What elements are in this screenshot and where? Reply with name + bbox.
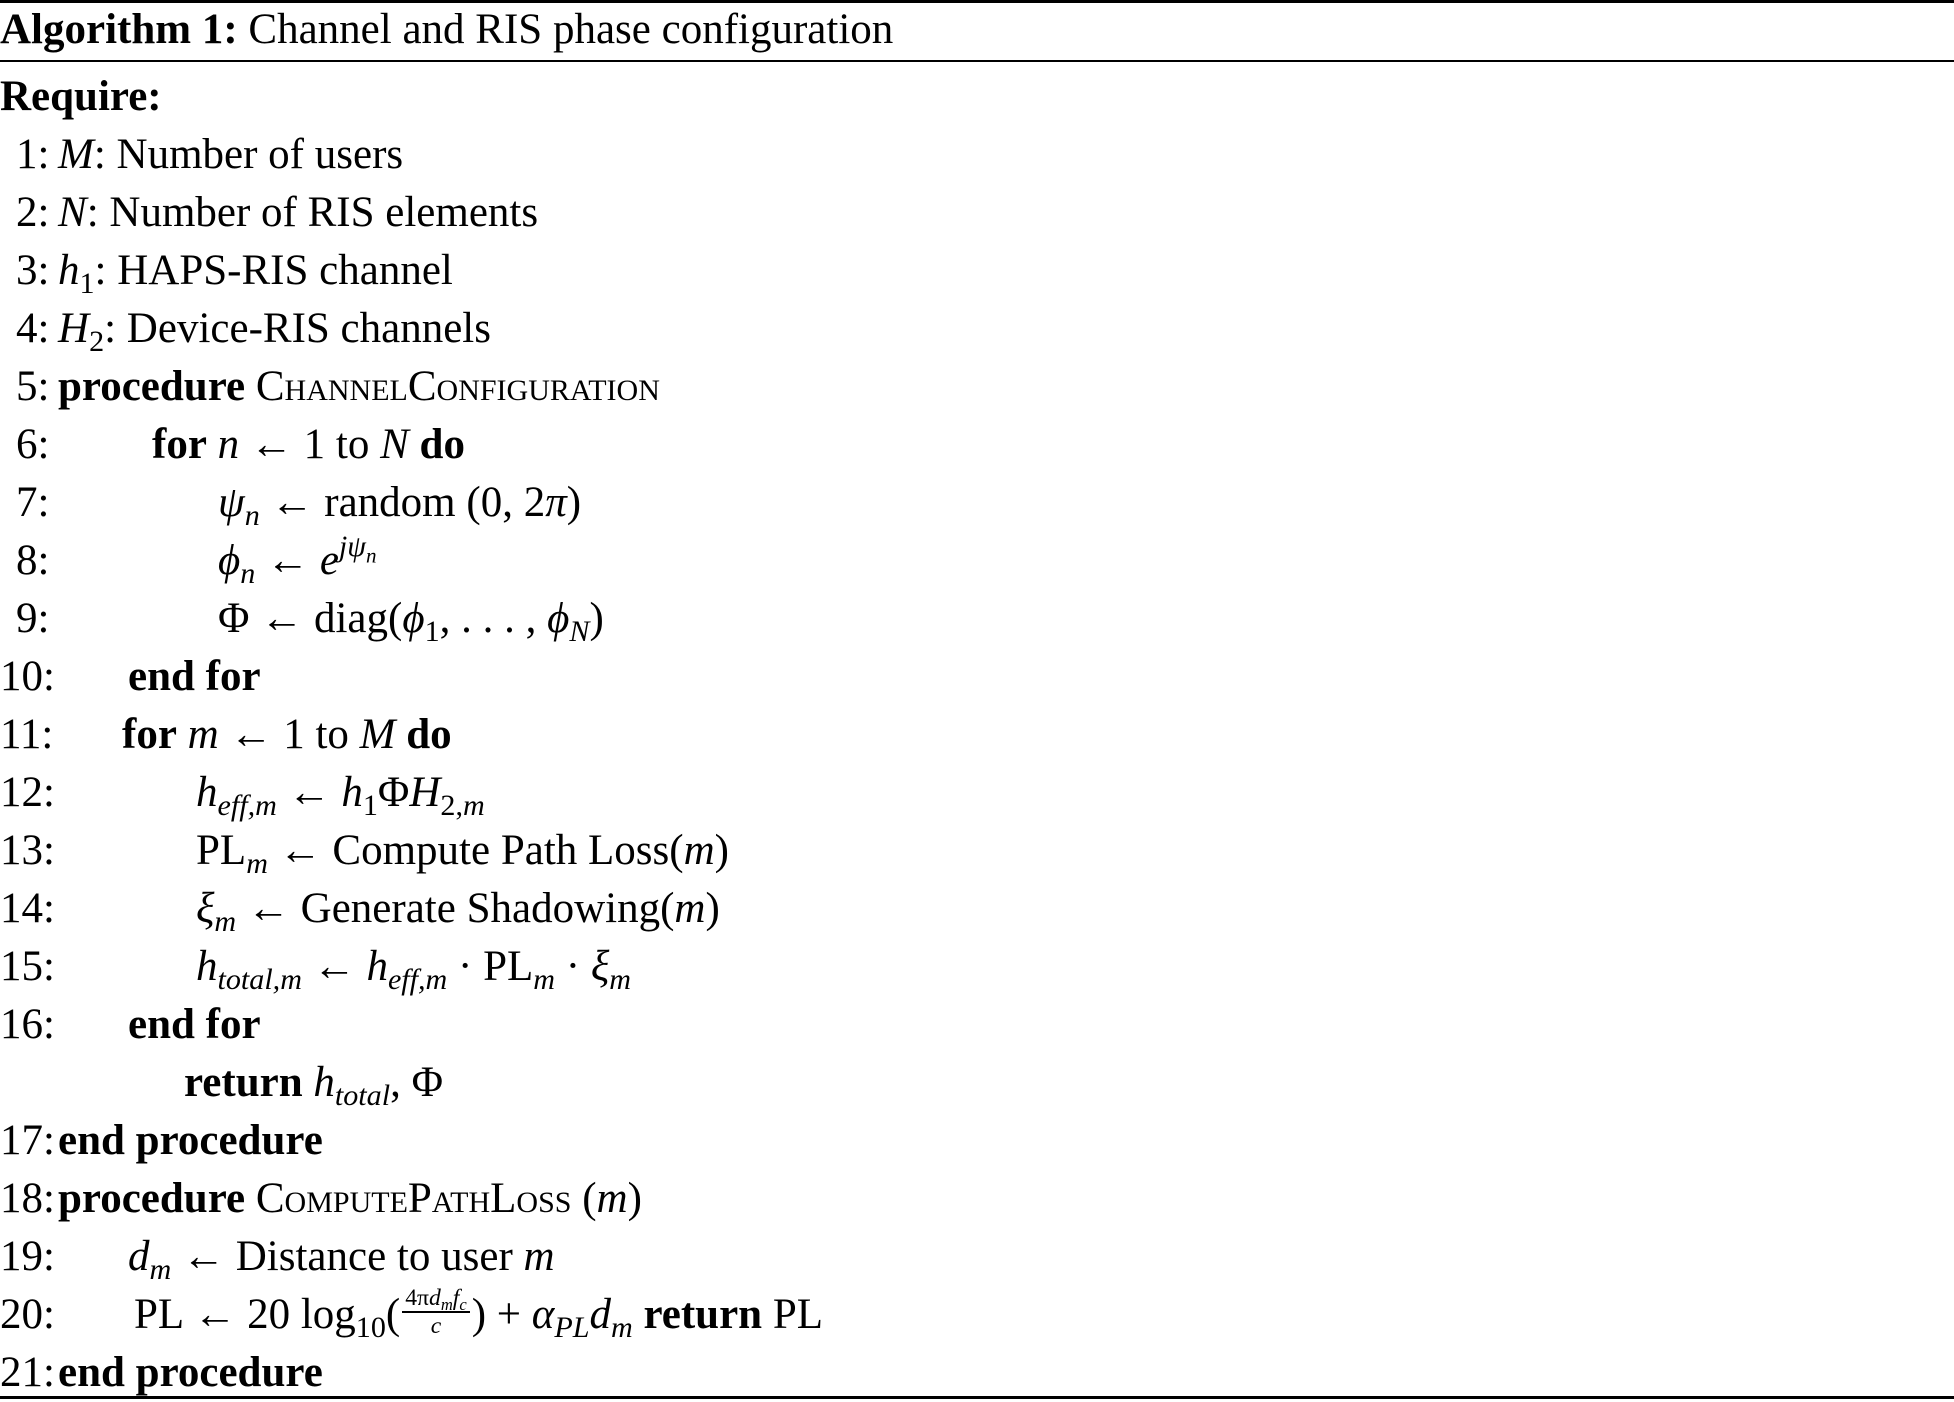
line-number: 4: <box>16 305 50 352</box>
line-content: $h_{total,m}$ ← $h_{eff,m} \cdot PL_m \cdot \xi_m$ <box>196 943 631 997</box>
line-number: 16: <box>0 1001 55 1048</box>
line-number: 13: <box>0 827 55 874</box>
line-number: 2: <box>16 189 50 236</box>
caption-rule <box>0 60 1954 62</box>
line-content: $h_{eff,m}$ ← $h_1\Phi H_{2,m}$ <box>196 769 485 823</box>
line-content: $\xi_m$ ← Generate Shadowing(m) <box>196 885 720 939</box>
line-content: procedure ComputePathLoss (m) <box>58 1175 642 1222</box>
line-content: $\phi_n$ ← $e^{j\psi_n}$ <box>218 528 377 591</box>
line-content: $\psi_n$ ← random (0, 2π) <box>218 479 582 533</box>
line-content: procedure ChannelConfiguration <box>58 363 660 410</box>
algorithm-label: Algorithm 1: <box>0 6 238 53</box>
line-number: 9: <box>16 595 50 642</box>
line-number: 21: <box>0 1349 55 1396</box>
line-content: PL ← 20 $\log_{10}$( $\frac{4\pi d_mf_c}{c}$ ) + $\alpha_{PL}d_m$ return PL <box>134 1285 824 1345</box>
procedure-name: ComputePathLoss <box>255 1175 572 1222</box>
algorithm-title: Channel and RIS phase configuration <box>248 6 894 53</box>
line-number: 12: <box>0 769 55 816</box>
line-number: 10: <box>0 653 55 700</box>
require-label: Require: <box>0 73 162 120</box>
line-content: N: Number of RIS elements <box>58 189 539 236</box>
line-content: $h_1$: HAPS-RIS channel <box>58 247 453 301</box>
line-number: 18: <box>0 1175 55 1222</box>
line-content: end procedure <box>58 1117 323 1164</box>
top-rule <box>0 0 1954 3</box>
algorithm-caption <box>0 4 893 56</box>
bottom-rule <box>0 1396 1954 1399</box>
line-number: 15: <box>0 943 55 990</box>
line-content: end for <box>128 653 261 700</box>
fraction: $\frac{4\pi d_mf_c}{c}$ <box>402 1285 469 1339</box>
line-number: 3: <box>16 247 50 294</box>
line-content: Φ ← $diag(\phi_1$, . . . , $\phi_N$) <box>218 595 604 649</box>
line-content: end for <box>128 1001 261 1048</box>
line-number: 11: <box>0 711 54 758</box>
line-content: return $h_{total}$, Φ <box>184 1059 444 1113</box>
line-number: 8: <box>16 537 50 584</box>
line-content: $PL_m$ ← Compute Path Loss(m) <box>196 827 729 881</box>
line-number: 1: <box>16 131 50 178</box>
line-number: 20: <box>0 1291 55 1338</box>
line-content: $H_2$: Device-RIS channels <box>58 305 491 359</box>
line-number: 19: <box>0 1233 55 1280</box>
line-number: 14: <box>0 885 55 932</box>
line-content: end procedure <box>58 1349 323 1396</box>
line-content: for n ← 1 to N do <box>152 421 465 468</box>
line-content: for m ← 1 to M do <box>122 711 452 758</box>
line-number: 5: <box>16 363 50 410</box>
line-content: M: Number of users <box>58 131 404 178</box>
line-content: $d_m$ ← Distance to user m <box>128 1233 555 1287</box>
procedure-name: ChannelConfiguration <box>255 363 660 410</box>
line-number: 17: <box>0 1117 55 1164</box>
line-number: 6: <box>16 421 50 468</box>
line-number: 7: <box>16 479 50 526</box>
